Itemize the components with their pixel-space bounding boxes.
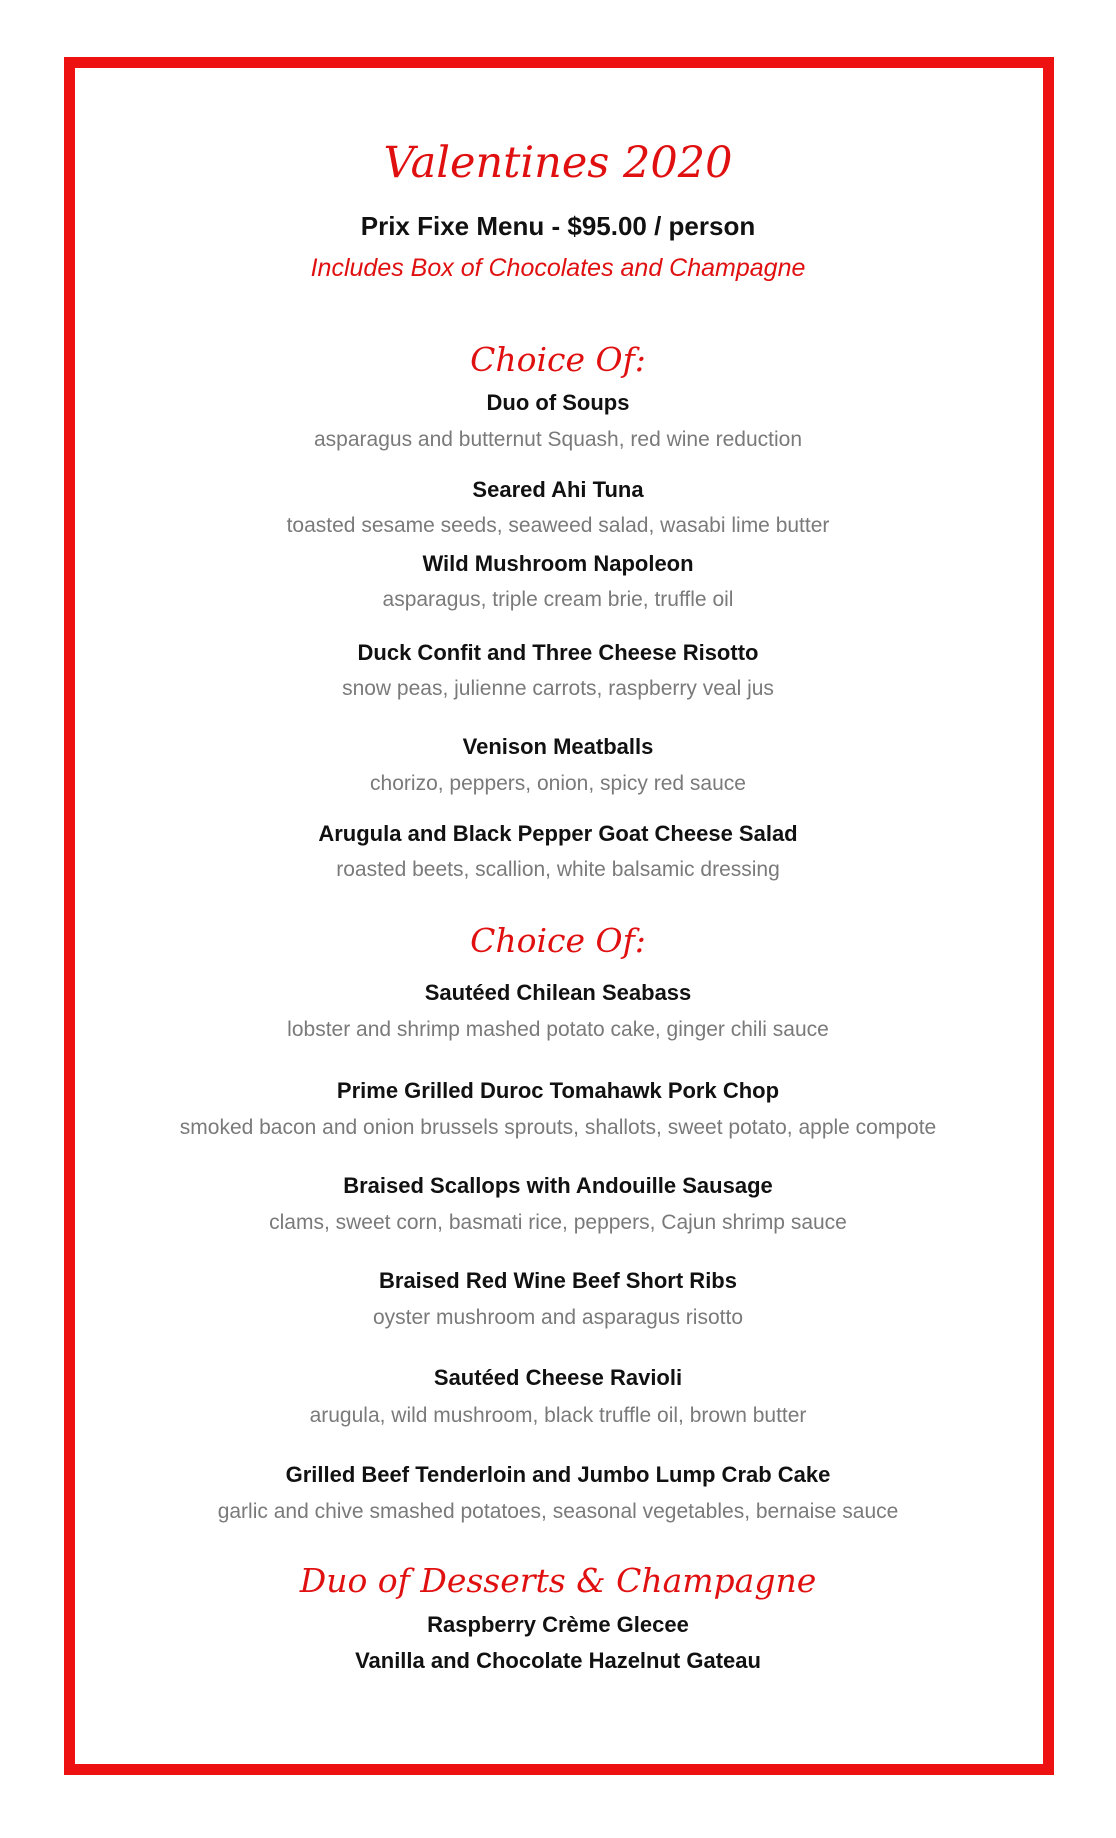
dish-name: Sautéed Chilean Seabass — [424, 980, 692, 1005]
dish-name: Duck Confit and Three Cheese Risotto — [357, 640, 759, 665]
dish-description: oyster mushroom and asparagus risotto — [372, 1306, 743, 1329]
dish-name: Sautéed Cheese Ravioli — [433, 1365, 683, 1390]
dish-description: lobster and shrimp mashed potato cake, ginger chili sauce — [287, 1018, 829, 1041]
dish-name: Venison Meatballs — [462, 734, 654, 759]
price-line: Prix Fixe Menu - $95.00 / person — [360, 211, 756, 241]
dish-description: asparagus and butternut Squash, red wine reduction — [314, 428, 802, 451]
dish-description: toasted sesame seeds, seaweed salad, wasabi lime butter — [286, 514, 830, 537]
dish-name: Grilled Beef Tenderloin and Jumbo Lump Crab Cake — [285, 1462, 831, 1487]
dish-description: clams, sweet corn, basmati rice, peppers, Cajun shrimp sauce — [269, 1211, 847, 1234]
dish-description: smoked bacon and onion brussels sprouts, shallots, sweet potato, apple compote — [179, 1116, 937, 1139]
first-course-heading: Choice Of: — [470, 340, 646, 379]
dish-name: Duo of Soups — [486, 390, 630, 415]
dish-description: snow peas, julienne carrots, raspberry veal jus — [342, 677, 774, 700]
dish-description: roasted beets, scallion, white balsamic dressing — [336, 858, 780, 881]
dish-description: chorizo, peppers, onion, spicy red sauce — [370, 772, 746, 795]
dish-name: Arugula and Black Pepper Goat Cheese Salad — [318, 821, 798, 846]
dessert-item: Raspberry Crème Glecee — [427, 1612, 689, 1637]
dish-name: Braised Scallops with Andouille Sausage — [343, 1173, 773, 1198]
dish-name: Braised Red Wine Beef Short Ribs — [379, 1268, 737, 1293]
dish-name: Prime Grilled Duroc Tomahawk Pork Chop — [336, 1078, 780, 1103]
menu-title: Valentines 2020 — [383, 138, 733, 188]
dish-name: Seared Ahi Tuna — [472, 477, 644, 502]
dish-name: Wild Mushroom Napoleon — [422, 551, 694, 576]
dish-description: asparagus, triple cream brie, truffle oil — [382, 588, 734, 611]
desserts-heading: Duo of Desserts & Champagne — [299, 1561, 817, 1600]
includes-line: Includes Box of Chocolates and Champagne — [310, 254, 806, 282]
second-course-heading: Choice Of: — [470, 921, 646, 960]
dessert-item: Vanilla and Chocolate Hazelnut Gateau — [355, 1648, 761, 1673]
dish-description: arugula, wild mushroom, black truffle oil, brown butter — [309, 1404, 807, 1427]
dish-description: garlic and chive smashed potatoes, seasonal vegetables, bernaise sauce — [217, 1500, 899, 1523]
